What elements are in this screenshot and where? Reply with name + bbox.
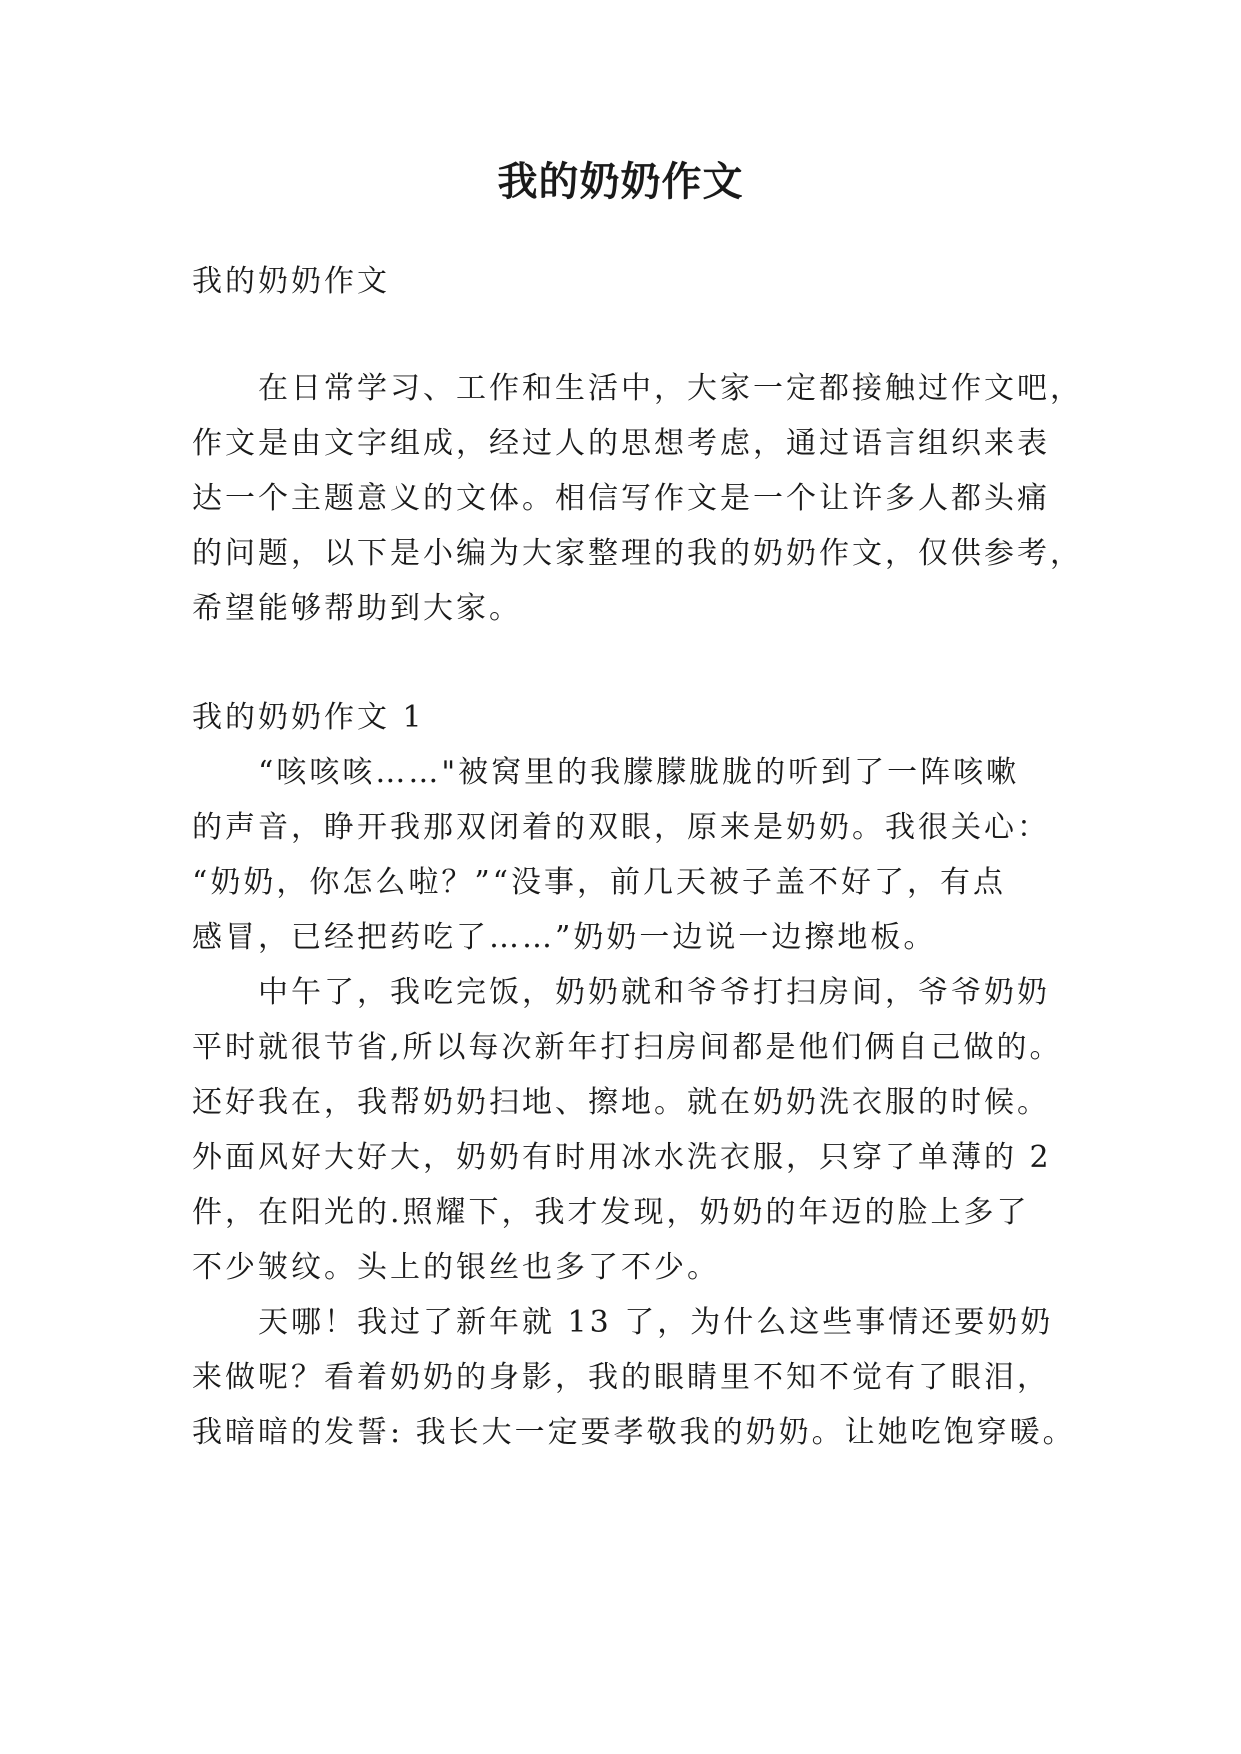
essay-heading: 我的奶奶作文 1: [192, 700, 425, 735]
paragraph-line: “奶奶，你怎么啦？”“没事，前几天被子盖不好了，有点: [192, 865, 1007, 900]
intro-line: 的问题，以下是小编为大家整理的我的奶奶作文，仅供参考，: [192, 536, 1083, 571]
paragraph-line: 还好我在，我帮奶奶扫地、擦地。就在奶奶洗衣服的时候。: [192, 1085, 1050, 1120]
paragraph-line: 不少皱纹。头上的银丝也多了不少。: [192, 1250, 720, 1285]
paragraph-line: 来做呢？看着奶奶的身影，我的眼睛里不知不觉有了眼泪，: [192, 1360, 1050, 1395]
paragraph-line: “咳咳咳……"被窝里的我朦朦胧胧的听到了一阵咳嗽: [258, 755, 1020, 790]
paragraph-line: 件，在阳光的.照耀下，我才发现，奶奶的年迈的脸上多了: [192, 1195, 1030, 1230]
intro-line: 作文是由文字组成，经过人的思想考虑，通过语言组织来表: [192, 426, 1050, 461]
subtitle: 我的奶奶作文: [192, 264, 390, 299]
paragraph-line: 天哪！我过了新年就 13 了，为什么这些事情还要奶奶: [258, 1305, 1054, 1340]
paragraph-line: 感冒，已经把药吃了……”奶奶一边说一边擦地板。: [192, 920, 937, 955]
paragraph-line: 平时就很节省,所以每次新年打扫房间都是他们俩自己做的。: [192, 1030, 1063, 1065]
intro-line: 达一个主题意义的文体。相信写作文是一个让许多人都头痛: [192, 481, 1050, 516]
intro-line: 在日常学习、工作和生活中，大家一定都接触过作文吧，: [258, 371, 1083, 406]
paragraph-line: 外面风好大好大，奶奶有时用冰水洗衣服，只穿了单薄的 2: [192, 1140, 1052, 1175]
intro-line: 希望能够帮助到大家。: [192, 591, 522, 626]
paragraph-line: 的声音，睁开我那双闭着的双眼，原来是奶奶。我很关心：: [192, 810, 1050, 845]
paragraph-line: 中午了，我吃完饭，奶奶就和爷爷打扫房间，爷爷奶奶: [258, 975, 1050, 1010]
paragraph-line: 我暗暗的发誓: 我长大一定要孝敬我的奶奶。让她吃饱穿暖。: [192, 1415, 1076, 1450]
document-title: 我的奶奶作文: [497, 158, 744, 205]
